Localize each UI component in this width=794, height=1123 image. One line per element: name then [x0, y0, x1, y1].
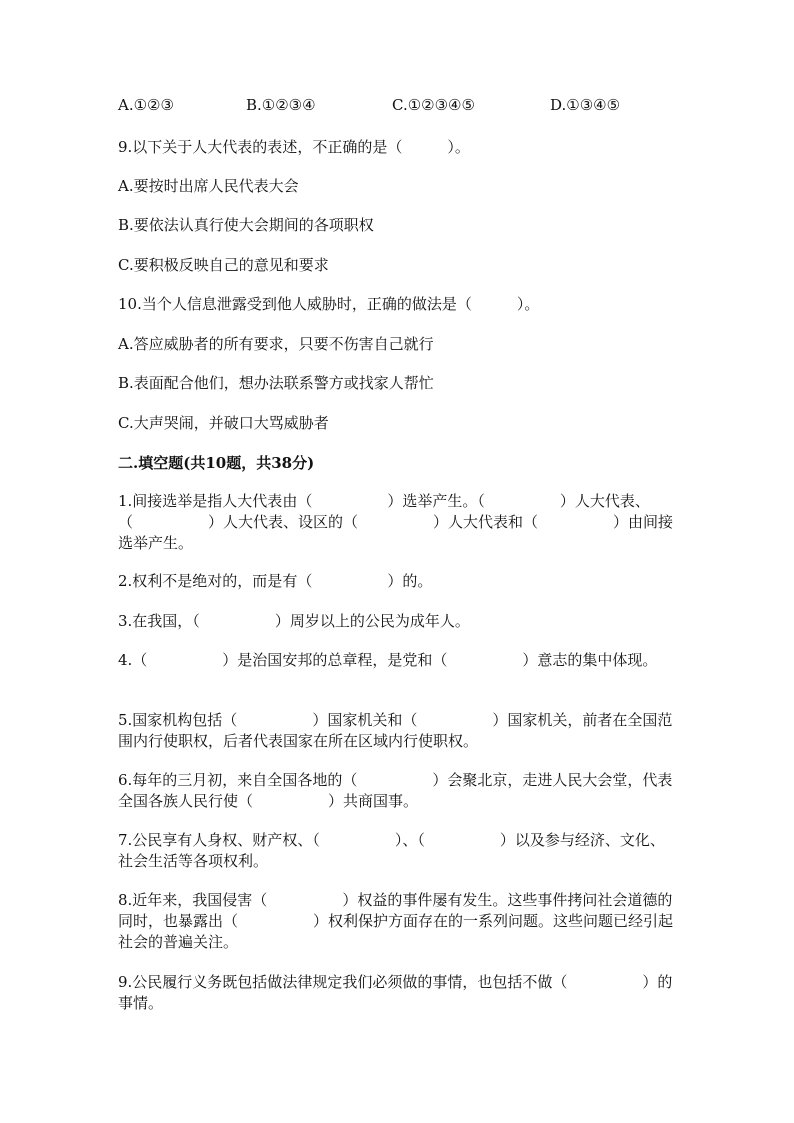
question-9-option-b: B.要依法认真行使大会期间的各项职权	[118, 216, 374, 234]
option-d: D.①③④⑤	[550, 96, 621, 114]
fill-blank-item-7: 7.公民享有人身权、财产权、（ ）、（ ）以及参与经济、文化、社会生活等各项权利。	[118, 831, 665, 870]
question-9-option-a: A.要按时出席人民代表大会	[118, 177, 299, 195]
fill-blank-item-2: 2.权利不是绝对的，而是有（ ）的。	[118, 572, 433, 590]
previous-question-options	[118, 96, 678, 118]
fill-blank-item-9: 9.公民履行义务既包括做法律规定我们必须做的事情，也包括不做（ ）的事情。	[118, 973, 673, 1012]
option-c: C.①②③④⑤	[392, 96, 475, 114]
question-10-stem: 10.当个人信息泄露受到他人威胁时，正确的做法是（ ）。	[118, 295, 540, 313]
question-9-stem: 9.以下关于人大代表的表述，不正确的是（ ）。	[118, 138, 470, 156]
question-10-option-b: B.表面配合他们，想办法联系警方或找家人帮忙	[118, 374, 434, 392]
fill-blank-item-8: 8.近年来，我国侵害（ ）权益的事件屡有发生。这些事件拷问社会道德的同时，也暴露出（ ）权利保护方面存在的一系列问题。这些问题已经引起社会的普遍关注。	[118, 891, 674, 951]
fill-blank-item-4: 4.（ ）是治国安邦的总章程，是党和（ ）意志的集中体现。	[118, 651, 658, 669]
fill-blank-item-3: 3.在我国，（ ）周岁以上的公民为成年人。	[118, 612, 470, 630]
option-b: B.①②③④	[246, 96, 316, 114]
question-10-option-c: C.大声哭闹，并破口大骂威胁者	[118, 414, 329, 432]
option-a: A.①②③	[118, 96, 174, 114]
fill-blank-item-6: 6.每年的三月初，来自全国各地的（ ）会聚北京，走进人民大会堂，代表全国各族人民行使（ ）共商国事。	[118, 771, 673, 810]
fill-blank-item-5: 5.国家机构包括（ ）国家机关和（ ）国家机关，前者在全国范围内行使职权，后者代表国家在所在区域内行使职权。	[118, 711, 673, 750]
question-9-option-c: C.要积极反映自己的意见和要求	[118, 256, 329, 274]
fill-blank-item-1: 1.间接选举是指人大代表由（ ）选举产生。（ ）人大代表、（ ）人大代表、设区的（ ）人大代表和（ ）由间接选举产生。	[118, 492, 674, 552]
question-10-option-a: A.答应威胁者的所有要求，只要不伤害自己就行	[118, 335, 434, 353]
section-heading-fill-blanks: 二.填空题(共10题，共38分)	[118, 454, 315, 472]
